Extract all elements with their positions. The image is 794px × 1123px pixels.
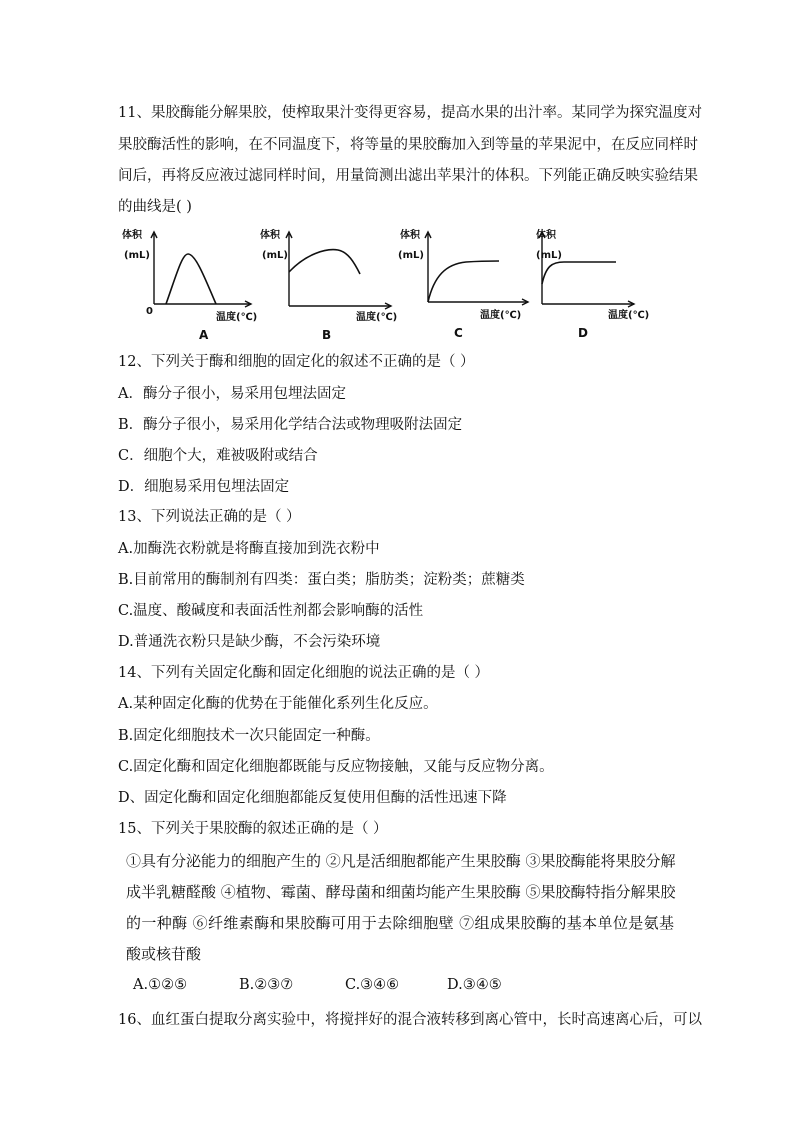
q11-stem-line-2: 果胶酶活性的影响，在不同温度下，将等量的果胶酶加入到等量的苹果泥中，在反应同样时	[118, 137, 698, 153]
graph-a-ylabel: 体积	[122, 230, 142, 241]
graph-a-letter: A	[199, 328, 209, 342]
q13-option-c: C.温度、酸碱度和表面活性剂都会影响酶的活性	[118, 603, 424, 619]
q13-stem: 13、下列说法正确的是（ ）	[118, 509, 301, 525]
q14-option-c: C.固定化酶和固定化细胞都既能与反应物接触，又能与反应物分离。	[118, 759, 554, 775]
graph-a	[116, 226, 258, 346]
q14-option-a: A.某种固定化酶的优势在于能催化系列生化反应。	[118, 696, 438, 712]
graph-a-curve	[166, 254, 216, 304]
q15-body-line-3: 的一种酶 ⑥纤维素酶和果胶酶可用于去除细胞壁 ⑦组成果胶酶的基本单位是氨基	[126, 914, 674, 932]
graph-d-letter: D	[578, 326, 588, 340]
graph-a-yunit: (mL)	[124, 250, 150, 261]
graph-d-ylabel: 体积	[536, 230, 556, 241]
q14-stem: 14、下列有关固定化酶和固定化细胞的说法正确的是（ ）	[118, 665, 490, 681]
q12-option-a: A．酶分子很小，易采用包埋法固定	[118, 386, 346, 402]
graph-d	[536, 226, 671, 346]
q15-choice-b: B.②③⑦	[239, 977, 294, 993]
q14-option-b: B.固定化细胞技术一次只能固定一种酶。	[118, 728, 380, 744]
graph-b-letter: B	[322, 328, 332, 342]
graph-a-origin: 0	[146, 306, 153, 317]
q15-choice-d: D.③④⑤	[447, 977, 502, 993]
q13-option-a: A.加酶洗衣粉就是将酶直接加到洗衣粉中	[118, 541, 380, 557]
graph-d-xlabel: 温度(℃)	[608, 310, 650, 321]
q15-choices	[133, 976, 502, 994]
q15-stem: 15、下列关于果胶酶的叙述正确的是（ ）	[118, 821, 388, 837]
graph-b-ylabel: 体积	[260, 230, 280, 241]
q12-stem: 12、下列关于酶和细胞的固定化的叙述不正确的是（ ）	[118, 354, 475, 370]
graph-c-xlabel: 温度(℃)	[480, 310, 522, 321]
graph-d-yunit: (mL)	[536, 250, 562, 261]
graph-b-curve	[289, 250, 360, 274]
q13-option-b: B.目前常用的酶制剂有四类：蛋白类；脂肪类；淀粉类；蔗糖类	[118, 572, 525, 588]
graph-b	[256, 226, 398, 346]
graph-a-xlabel: 温度(℃)	[216, 312, 258, 323]
q15-body-line-1: ①具有分泌能力的细胞产生的 ②凡是活细胞都能产生果胶酶 ③果胶酶能将果胶分解	[126, 852, 676, 870]
graph-c-letter: C	[454, 326, 463, 340]
q12-option-b: B．酶分子很小，易采用化学结合法或物理吸附法固定	[118, 417, 463, 433]
q15-choice-a: A.①②⑤	[133, 977, 188, 993]
q13-option-d: D.普通洗衣粉只是缺少酶，不会污染环境	[118, 634, 381, 650]
graph-c-yunit: (mL)	[398, 250, 424, 261]
graph-b-yunit: (mL)	[262, 250, 288, 261]
q12-option-c: C．细胞个大，难被吸附或结合	[118, 448, 318, 464]
q14-option-d: D、固定化酶和固定化细胞都能反复使用但酶的活性迅速下降	[118, 790, 507, 806]
graph-c	[396, 226, 531, 346]
q11-graphs	[116, 226, 676, 346]
q11-stem-line-4: 的曲线是( )	[118, 199, 192, 215]
graph-c-ylabel: 体积	[400, 230, 420, 241]
q15-body-line-4: 酸或核苷酸	[126, 945, 202, 963]
q16-stem: 16、血红蛋白提取分离实验中，将搅拌好的混合液转移到离心管中，长时高速离心后，可以	[118, 1012, 702, 1028]
q15-body-line-2: 成半乳糖醛酸 ④植物、霉菌、酵母菌和细菌均能产生果胶酶 ⑤果胶酶特指分解果胶	[126, 883, 676, 901]
graph-c-curve	[428, 261, 499, 302]
graph-d-curve	[542, 262, 616, 284]
graph-b-xlabel: 温度(℃)	[356, 312, 398, 323]
q11-stem-line-3: 间后，再将反应液过滤同样时间，用量筒测出滤出苹果汁的体积。下列能正确反映实验结果	[118, 168, 698, 184]
q11-stem-line-1: 11、果胶酶能分解果胶，使榨取果汁变得更容易，提高水果的出汁率。某同学为探究温度对	[118, 105, 702, 121]
q15-choice-c: C.③④⑥	[345, 977, 400, 993]
q12-option-d: D．细胞易采用包埋法固定	[118, 479, 290, 495]
